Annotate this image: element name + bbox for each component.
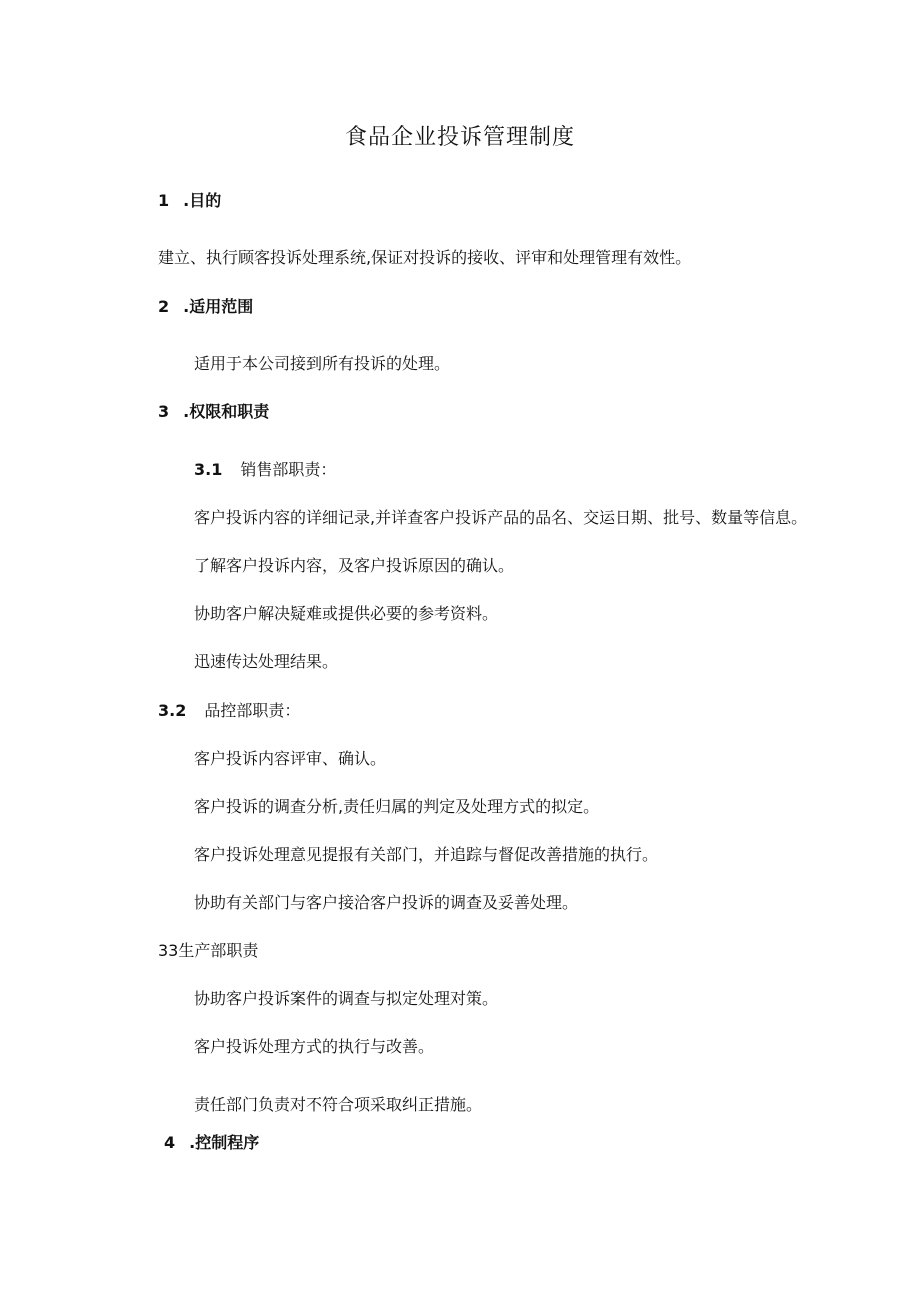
list-item: 责任部门负责对不符合项采取纠正措施。 <box>194 1095 483 1114</box>
subsection-3-2-label: 品控部职责： <box>204 701 301 720</box>
subsection-3-1-heading <box>194 460 336 480</box>
section-1-heading <box>158 191 221 211</box>
list-item: 客户投诉处理方式的执行与改善。 <box>194 1037 435 1056</box>
section-3-label: .权限和职责 <box>183 402 270 421</box>
list-item: 客户投诉的调查分析,责任归属的判定及处理方式的拟定。 <box>194 797 600 816</box>
section-1-number: 1 <box>158 191 170 210</box>
section-1-body: 建立、执行顾客投诉处理系统,保证对投诉的接收、评审和处理管理有效性。 <box>158 248 692 267</box>
section-3-heading <box>158 402 269 422</box>
list-item: 了解客户投诉内容，及客户投诉原因的确认。 <box>194 556 515 575</box>
subsection-3-3-heading: 33生产部职责 <box>158 941 259 960</box>
section-4-number: 4 <box>164 1133 176 1152</box>
list-item: 客户投诉内容的详细记录,并详查客户投诉产品的品名、交运日期、批号、数量等信息。 <box>194 508 808 527</box>
subsection-3-2-heading <box>158 701 300 721</box>
section-1-label: .目的 <box>183 191 222 210</box>
subsection-3-2-number: 3.2 <box>158 701 187 720</box>
list-item: 协助客户解决疑难或提供必要的参考资料。 <box>194 604 499 623</box>
list-item: 迅速传达处理结果。 <box>194 652 339 671</box>
list-item: 客户投诉处理意见提报有关部门，并追踪与督促改善措施的执行。 <box>194 845 659 864</box>
subsection-3-1-number: 3.1 <box>194 460 223 479</box>
section-2-label: .适用范围 <box>183 297 254 316</box>
section-3-number: 3 <box>158 402 170 421</box>
section-4-label: .控制程序 <box>189 1133 260 1152</box>
list-item: 协助客户投诉案件的调查与拟定处理对策。 <box>194 989 499 1008</box>
list-item: 协助有关部门与客户接洽客户投诉的调查及妥善处理。 <box>194 893 579 912</box>
list-item: 客户投诉内容评审、确认。 <box>194 749 387 768</box>
section-4-heading <box>164 1133 259 1153</box>
subsection-3-1-label: 销售部职责： <box>240 460 337 479</box>
document-title: 食品企业投诉管理制度 <box>344 125 575 150</box>
section-2-number: 2 <box>158 297 170 316</box>
section-2-body: 适用于本公司接到所有投诉的处理。 <box>194 354 451 373</box>
section-2-heading <box>158 297 253 317</box>
